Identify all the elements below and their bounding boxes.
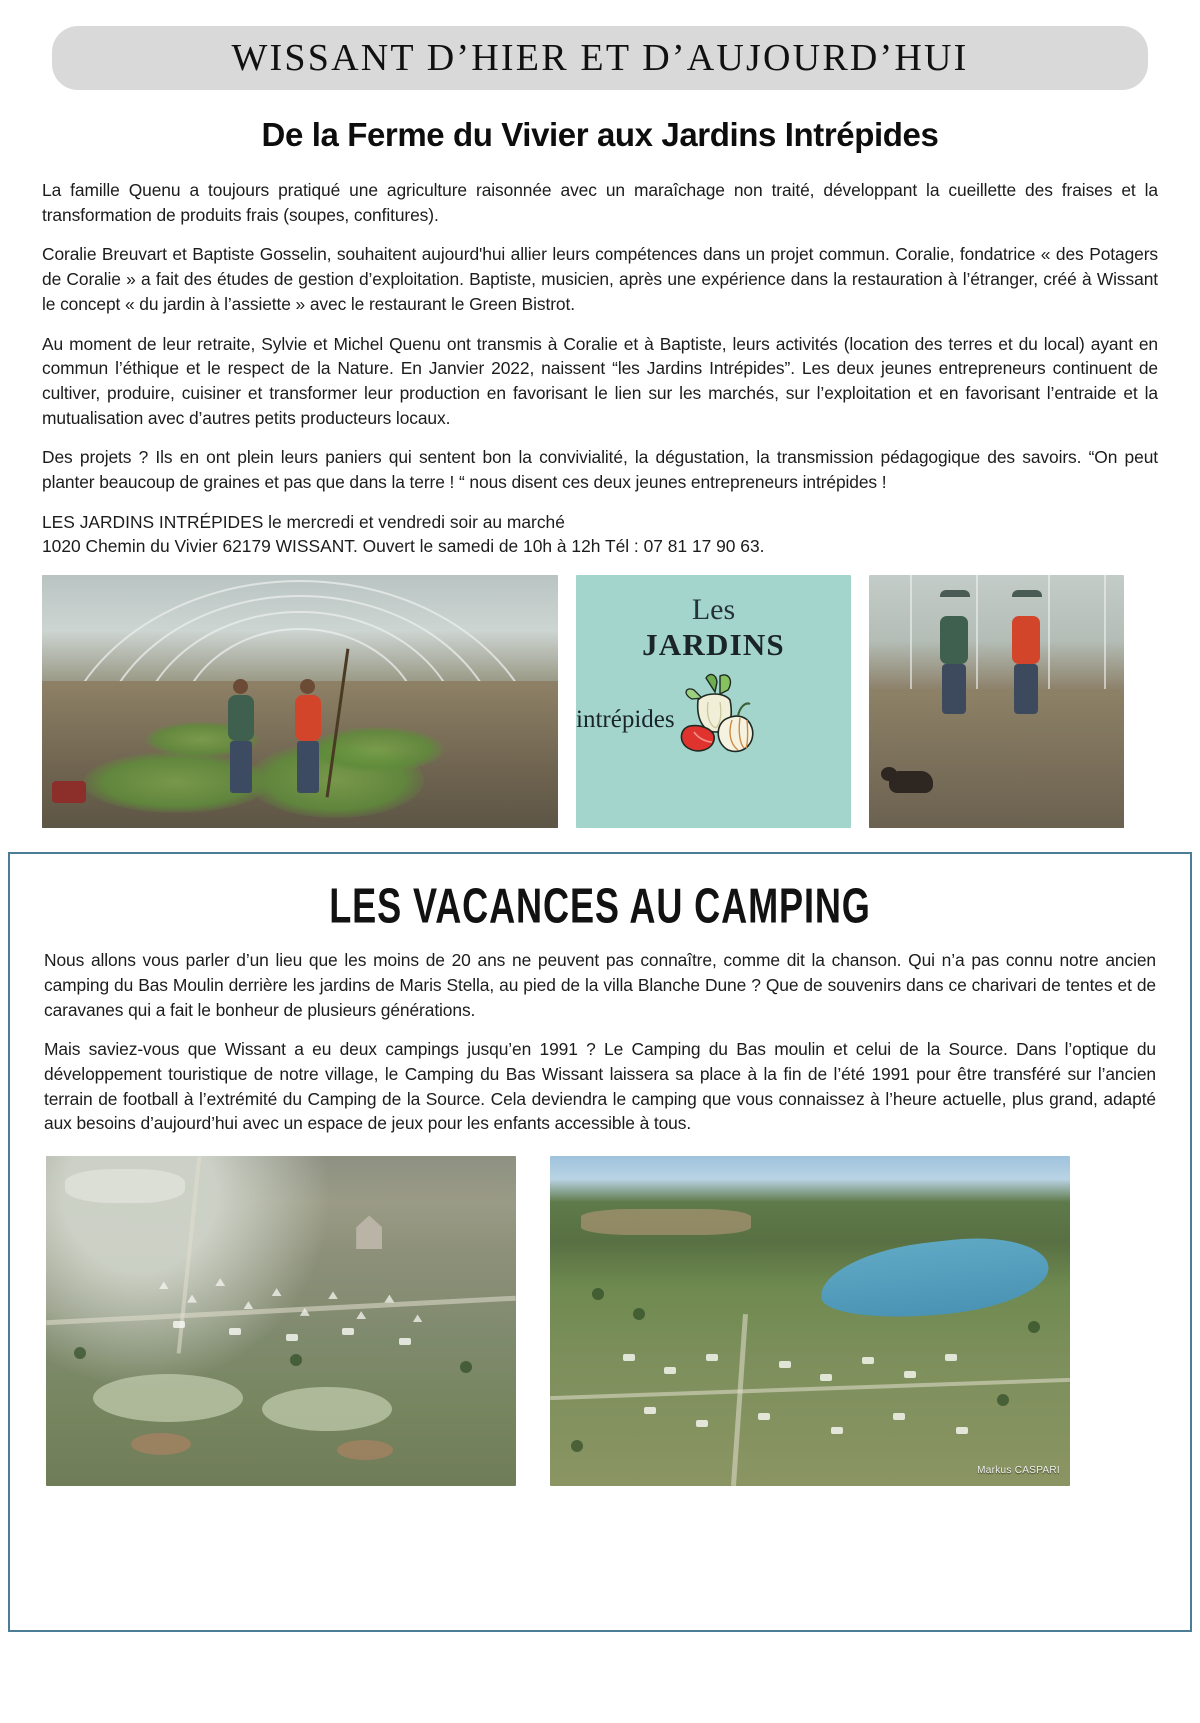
photo-row-farm [42,575,1158,828]
dog-shape [889,771,933,793]
article-title: De la Ferme du Vivier aux Jardins Intrépides [261,116,939,153]
logo-line-jardins: JARDINS [642,627,785,663]
logo-arc-intrepides [576,706,851,807]
article-body [42,178,1158,559]
lake-shape [817,1230,1052,1326]
photo-jardins-logo [576,575,851,828]
camping-paragraph: Nous allons vous parler d’un lieu que les moins de 20 ans ne peuvent pas connaître, comme dit la chanson. Qui n’a pas connu notre ancien camping du Bas Moulin derrière les jardins de Maris Stella, au pied de la villa Blanche Dune ? Que de souvenirs dans ce charivari de tentes et de caravanes qui a fait le bonheur de plusieurs générations. [44,950,1156,1020]
article-paragraph: Des projets ? Ils en ont plein leurs paniers qui sentent bon la convivialité, la dégustation, la transmission pédagogique des savoirs. “On peut planter beaucoup de graines et pas que dans la terre ! “ nous disent ces deux jeunes entrepreneurs intrépides ! [42,447,1158,493]
masthead-title: WISSANT D’HIER ET D’AUJOURD’HUI [231,37,969,79]
article-paragraph: La famille Quenu a toujours pratiqué une agriculture raisonnée avec un maraîchage non traité, développant la cueillette des fraises et la transformation de produits frais (soupes, confitures). [42,180,1158,225]
logo-line-les: Les [691,593,736,627]
masthead-banner [52,26,1148,90]
photo-watermark: Markus CASPARI [977,1465,1060,1477]
contact-address-line: 1020 Chemin du Vivier 62179 WISSANT. Ouvert le samedi de 10h à 12h Tél : 07 81 17 90 63. [42,536,765,557]
contact-market-line: LES JARDINS INTRÉPIDES le mercredi et vendredi soir au marché [42,511,565,532]
camping-paragraph: Mais saviez-vous que Wissant a eu deux campings jusqu’en 1991 ? Le Camping du Bas moulin et celui de la Source. Dans l’optique du développement touristique de notre village, le Camping du Bas Wissant laissera sa place à la fin de l’été 1991 pour être transféré sur l’ancien terrain de football à l’extrémité du Camping de la Source. Cela deviendra le camping que vous connaissez à l’heure actuelle, plus grand, adapté aux besoins d’aujourd’hui avec un espace de jeux pour les enfants accessible à tous. [44,1039,1156,1134]
camping-title: LES VACANCES AU CAMPING [329,877,871,934]
photo-hanging-couple [869,575,1124,828]
article-paragraph: Au moment de leur retraite, Sylvie et Michel Quenu ont transmis à Coralie et à Baptiste, leurs activités (location des terres et du local) ayant en commun l’éthique et le respect de la Nature. En Janvier 2022, naissent “les Jardins Intrépides”. Les deux jeunes entrepreneurs continuent de cultiver, produire, cuisiner et transformer leur production en favorisant le lien sur les marchés, sur l’exploitation et en favorisant l’entraide et la mutualisation avec d’autres petits producteurs locaux. [42,333,1158,428]
photo-greenhouse-workers [42,575,558,828]
photo-new-camping-aerial [550,1156,1070,1486]
photo-row-camping [44,1156,1156,1486]
newsletter-page [0,26,1200,1723]
photo-old-camping-aerial [46,1156,516,1486]
camping-section [8,852,1192,1632]
article-paragraph: Coralie Breuvart et Baptiste Gosselin, souhaitent aujourd'hui allier leurs compétences dans un projet commun. Coralie, fondatrice « des Potagers de Coralie » a fait des études de gestion d’exploitation. Baptiste, musicien, après une expérience dans la restauration à l’étranger, créé à Wissant le concept « du jardin à l’assiette » avec le restaurant le Green Bistrot. [42,244,1158,314]
logo-arc-text: intrépides [576,706,675,734]
